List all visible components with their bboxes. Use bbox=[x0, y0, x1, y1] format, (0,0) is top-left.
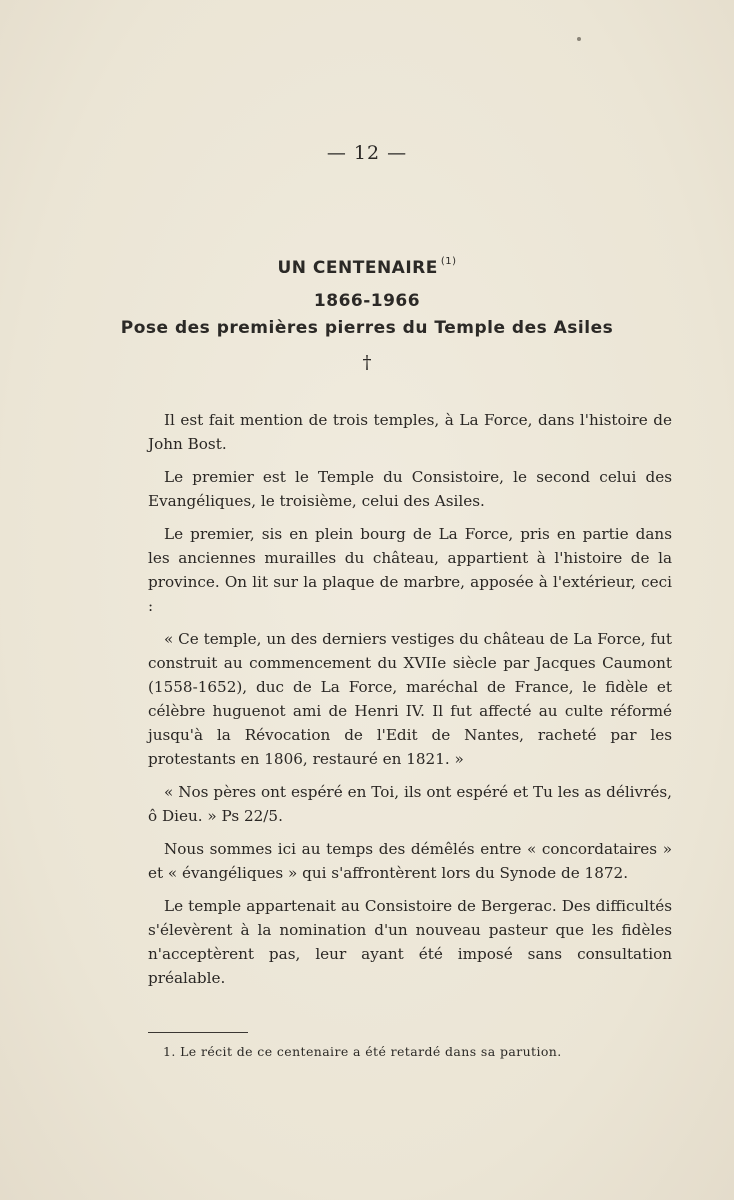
speck-mark bbox=[577, 37, 581, 41]
paragraph: Le premier, sis en plein bourg de La Force, pris en partie dans les anciennes murailles du château, appartient à l'histoire de la province. On lit sur la plaque de marbre, apposée à l'extérieur, ceci : bbox=[148, 525, 672, 615]
paragraph: « Nos pères ont espéré en Toi, ils ont espéré et Tu les as délivrés, ô Dieu. » Ps 22/5. bbox=[148, 783, 672, 825]
footnote-reference: (1) bbox=[440, 256, 457, 267]
paragraph: « Ce temple, un des derniers vestiges du château de La Force, fut construit au commencement du XVIIe siècle par Jacques Caumont (1558-1652), duc de La Force, maréchal de France, le fidèle et célèbre huguenot ami de Henri IV. Il fut affecté au culte réformé jusqu'à la Révocation de l'Edit de Nantes, racheté par les protestants en 1806, restauré en 1821. » bbox=[148, 630, 672, 768]
body-text bbox=[148, 408, 672, 999]
section-years: 1866-1966 bbox=[313, 291, 421, 311]
footnote: 1. Le récit de ce centenaire a été retardé dans sa parution. bbox=[163, 1044, 562, 1059]
footnote-divider bbox=[148, 1032, 248, 1033]
paragraph: Nous sommes ici au temps des démêlés entre « concordataires » et « évangéliques » qui s'affrontèrent lors du Synode de 1872. bbox=[148, 840, 672, 882]
cross-ornament: † bbox=[362, 352, 372, 373]
paragraph: Le premier est le Temple du Consistoire, le second celui des Evangéliques, le troisième, celui des Asiles. bbox=[148, 468, 672, 510]
paragraph: Le temple appartenait au Consistoire de Bergerac. Des difficultés s'élevèrent à la nomination d'un nouveau pasteur que les fidèles n'acceptèrent pas, leur ayant été imposé sans consultation préalable. bbox=[148, 897, 672, 987]
paragraph: Il est fait mention de trois temples, à La Force, dans l'histoire de John Bost. bbox=[148, 411, 672, 453]
section-title-text: UN CENTENAIRE bbox=[277, 258, 438, 278]
page-number: — 12 — bbox=[326, 142, 408, 164]
section-subtitle: Pose des premières pierres du Temple des Asiles bbox=[120, 318, 614, 338]
section-title bbox=[0, 258, 734, 278]
